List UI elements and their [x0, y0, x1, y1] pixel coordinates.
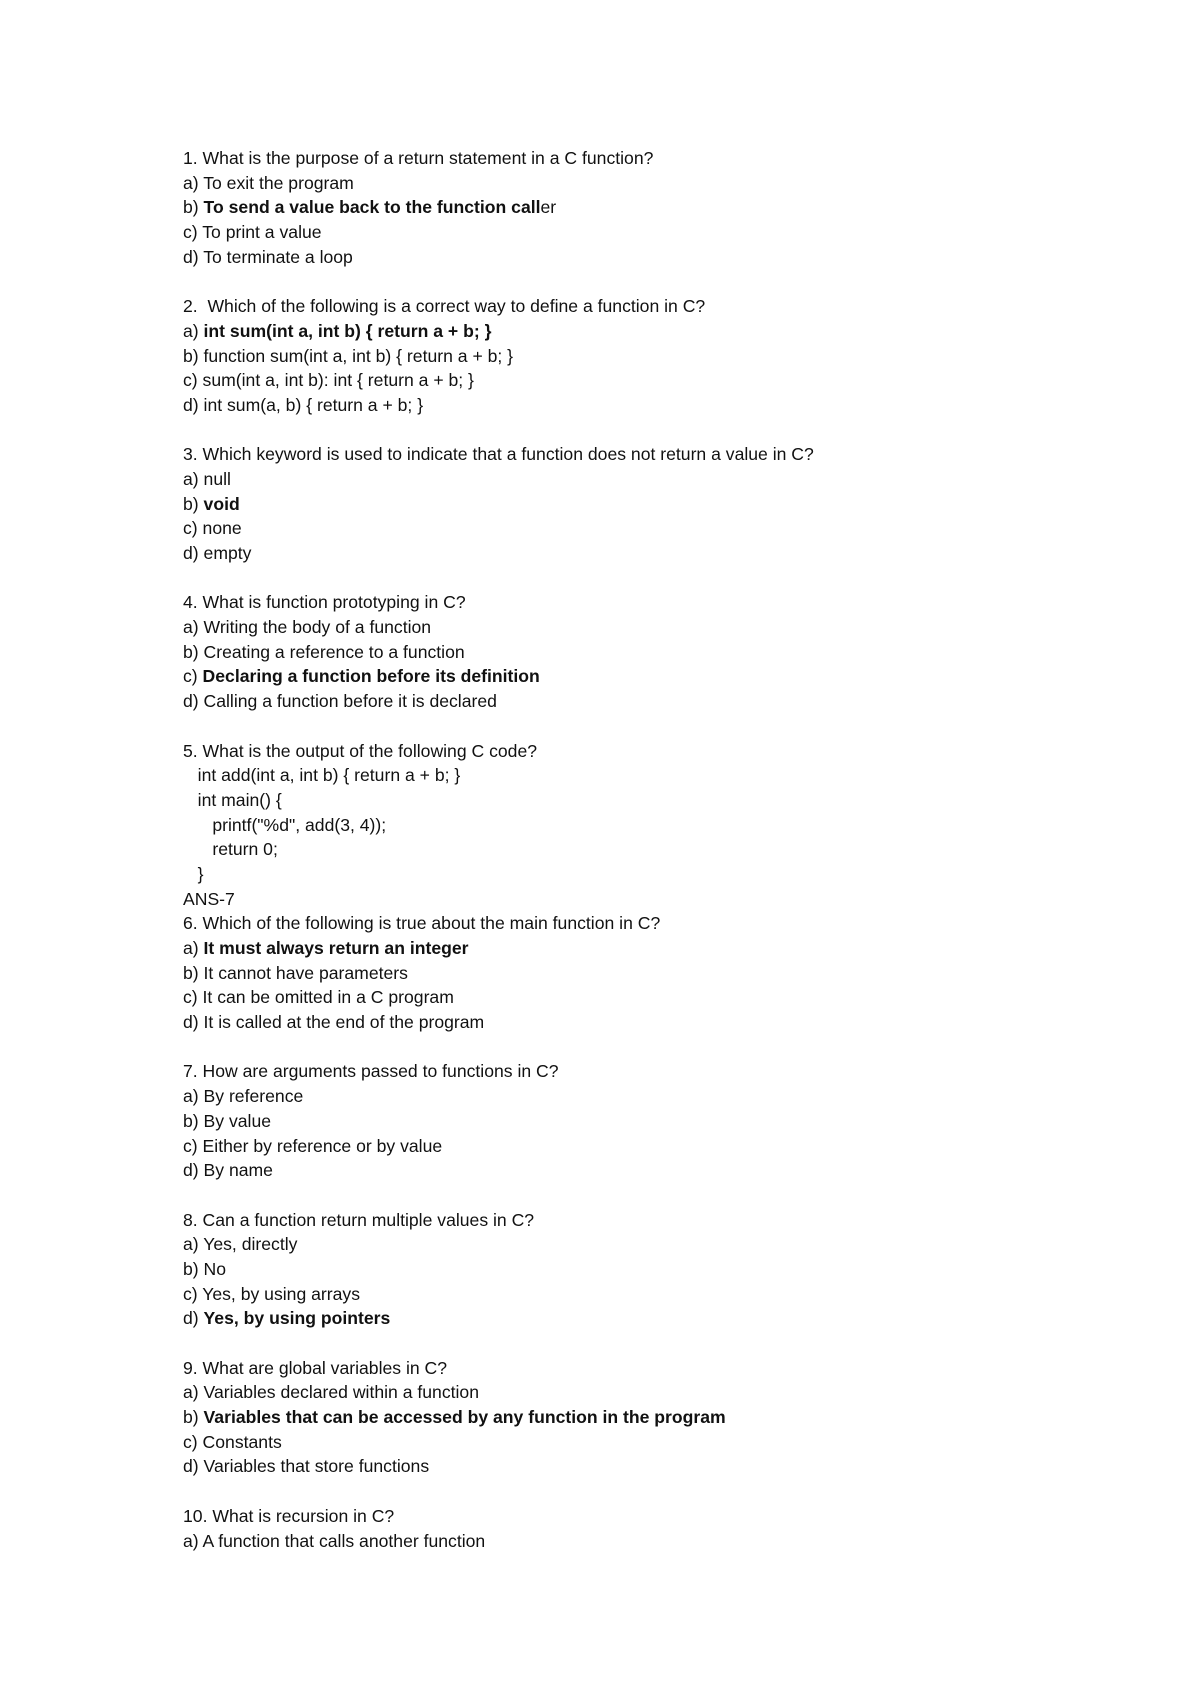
text-line: 6. Which of the following is true about the main function in C?	[183, 913, 661, 934]
text-line: 3. Which keyword is used to indicate that a function does not return a value in C?	[183, 444, 814, 465]
text-line: a) By reference	[183, 1086, 304, 1107]
text-line: b) No	[183, 1258, 227, 1279]
correct-answer-text: void	[203, 493, 240, 514]
text-line: 10. What is recursion in C?	[183, 1505, 395, 1526]
text-line: d) empty	[183, 543, 252, 563]
answer-line	[183, 936, 1123, 961]
text-line: a) Writing the body of a function	[183, 617, 432, 638]
text-line: c) Either by reference or by value	[183, 1135, 443, 1156]
text-line: d) By name	[183, 1160, 273, 1181]
text-line: 2. Which of the following is a correct way to define a function in C?	[183, 296, 706, 317]
text-line: 9. What are global variables in C?	[183, 1357, 448, 1378]
option-prefix: c)	[183, 666, 203, 687]
text-line: int main() {	[183, 789, 282, 810]
blank-line	[183, 1183, 1123, 1208]
text-line: a) To exit the program	[183, 172, 354, 193]
correct-answer-text: To send a value back to the function call	[203, 197, 541, 218]
answer-line	[183, 1405, 1123, 1430]
option-prefix: a)	[183, 938, 204, 958]
answer-line	[183, 1306, 1123, 1331]
quiz-content	[183, 146, 1123, 1553]
text-line: 1. What is the purpose of a return statement in a C function?	[183, 148, 654, 168]
text-line: ANS-7	[183, 888, 235, 909]
text-line: a) Variables declared within a function	[183, 1382, 480, 1403]
option-prefix: b)	[183, 493, 204, 514]
blank-line	[183, 1479, 1123, 1504]
text-line: a) A function that calls another function	[183, 1530, 486, 1551]
text-line: c) Constants	[183, 1431, 282, 1452]
blank-line	[183, 1035, 1123, 1060]
text-line: 8. Can a function return multiple values in C?	[183, 1209, 535, 1230]
answer-line	[183, 195, 1123, 220]
blank-line	[183, 1331, 1123, 1356]
text-line: a) Yes, directly	[183, 1234, 298, 1255]
answer-line	[183, 319, 1123, 344]
correct-answer-text: Yes, by using pointers	[203, 1308, 391, 1329]
correct-answer-text: Variables that can be accessed by any function in the program	[203, 1407, 726, 1428]
text-line: int add(int a, int b) { return a + b; }	[183, 765, 461, 786]
text-line: d) It is called at the end of the program	[183, 1012, 485, 1033]
text-line: c) To print a value	[183, 222, 322, 243]
text-line: printf("%d", add(3, 4));	[183, 814, 387, 835]
text-line: return 0;	[183, 839, 278, 860]
option-prefix: b)	[183, 197, 204, 218]
answer-line	[183, 492, 1123, 517]
text-line: 4. What is function prototyping in C?	[183, 592, 466, 613]
text-line: d) Calling a function before it is declared	[183, 691, 497, 712]
option-prefix: b)	[183, 1407, 204, 1428]
correct-answer-text: It must always return an integer	[203, 938, 469, 958]
text-line: b) function sum(int a, int b) { return a + b; }	[183, 345, 514, 366]
correct-answer-text: int sum(int a, int b) { return a + b; }	[203, 320, 492, 341]
text-line: c) sum(int a, int b): int { return a + b; }	[183, 370, 474, 391]
text-line: c) Yes, by using arrays	[183, 1283, 361, 1304]
text-line: d) Variables that store functions	[183, 1456, 430, 1477]
text-line: }	[183, 863, 204, 884]
blank-line	[183, 269, 1123, 294]
option-prefix: d)	[183, 1308, 204, 1329]
text-line: a) null	[183, 468, 231, 489]
blank-line	[183, 566, 1123, 591]
option-suffix: er	[540, 197, 557, 218]
option-prefix: a)	[183, 320, 204, 341]
blank-line	[183, 418, 1123, 443]
text-line: b) It cannot have parameters	[183, 962, 408, 983]
text-line: c) It can be omitted in a C program	[183, 987, 454, 1008]
text-line: 7. How are arguments passed to functions in C?	[183, 1061, 559, 1082]
text-line: c) none	[183, 518, 242, 539]
correct-answer-text: Declaring a function before its definition	[202, 666, 540, 687]
text-line: b) By value	[183, 1110, 272, 1131]
text-line: d) int sum(a, b) { return a + b; }	[183, 394, 424, 415]
text-line: b) Creating a reference to a function	[183, 641, 465, 662]
answer-line	[183, 664, 1123, 689]
text-line: 5. What is the output of the following C code?	[183, 740, 538, 761]
text-line: d) To terminate a loop	[183, 246, 353, 267]
blank-line	[183, 714, 1123, 739]
